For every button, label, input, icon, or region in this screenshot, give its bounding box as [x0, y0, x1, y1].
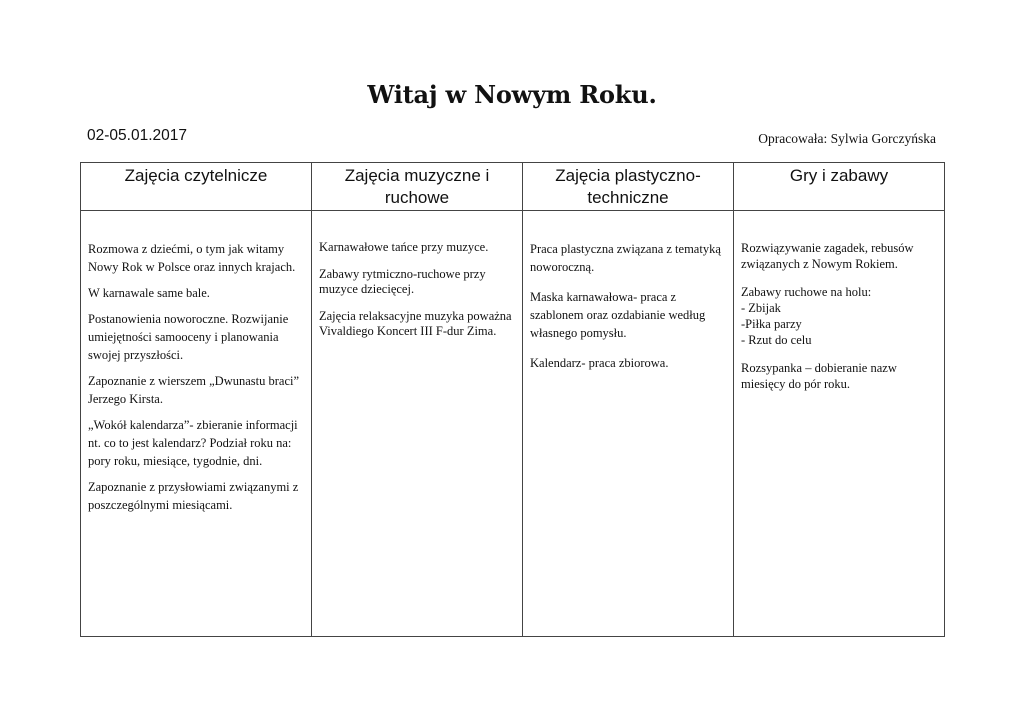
list-item: Zapoznanie z wierszem „Dwunastu braci” Jerzego Kirsta.: [88, 374, 300, 406]
activity-plan-table: [80, 162, 945, 637]
list-item: Maska karnawałowa- praca z szablonem oraz ozdabianie według własnego pomysłu.: [530, 290, 706, 340]
list-item: Kalendarz- praca zbiorowa.: [530, 356, 669, 370]
list-item: Zabawy rytmiczno-ruchowe przy muzyce dziecięcej.: [319, 267, 486, 296]
games-line: - Rzut do celu: [741, 333, 812, 347]
column-header-art: Zajęcia plastyczno- techniczne: [523, 163, 734, 211]
list-item: W karnawale same bale.: [88, 286, 210, 300]
column-header-games: Gry i zabawy: [734, 163, 945, 211]
games-line: -Piłka parzy: [741, 317, 802, 331]
cell-music: [312, 211, 523, 637]
table-header-row: [81, 163, 945, 211]
list-item: Karnawałowe tańce przy muzyce.: [319, 240, 489, 254]
list-item: Postanowienia noworoczne. Rozwijanie umiejętności samooceny i planowania swojej przyszłości.: [88, 312, 289, 362]
column-header-reading: Zajęcia czytelnicze: [81, 163, 312, 211]
cell-art: [523, 211, 734, 637]
list-item: Rozsypanka – dobieranie nazw miesięcy do pór roku.: [741, 361, 897, 391]
column-header-music: Zajęcia muzyczne i ruchowe: [312, 163, 523, 211]
table-row: [81, 211, 945, 637]
cell-games: [734, 211, 945, 637]
author-credit: Opracowała: Sylwia Gorczyńska: [758, 131, 936, 146]
games-line: - Zbijak: [741, 301, 781, 315]
games-line: Zabawy ruchowe na holu:: [741, 285, 872, 299]
list-item: Praca plastyczna związana z tematyką noworoczną.: [530, 242, 721, 274]
list-item: Zajęcia relaksacyjne muzyka poważna Vivaldiego Koncert III F-dur Zima.: [319, 309, 512, 338]
list-item: „Wokół kalendarza”- zbieranie informacji nt. co to jest kalendarz? Podział roku na: pory roku, miesiące, tygodnie, dni.: [88, 418, 298, 468]
cell-reading: [81, 211, 312, 637]
list-item: [741, 284, 937, 348]
page-title: Witaj w Nowym Roku.: [367, 80, 657, 109]
list-item: Zapoznanie z przysłowiami związanymi z poszczególnymi miesiącami.: [88, 480, 299, 512]
list-item: Rozmowa z dziećmi, o tym jak witamy Nowy Rok w Polsce oraz innych krajach.: [88, 242, 296, 274]
list-item: Rozwiązywanie zagadek, rebusów związanych z Nowym Rokiem.: [741, 241, 914, 271]
date-range: 02-05.01.2017: [87, 127, 187, 144]
